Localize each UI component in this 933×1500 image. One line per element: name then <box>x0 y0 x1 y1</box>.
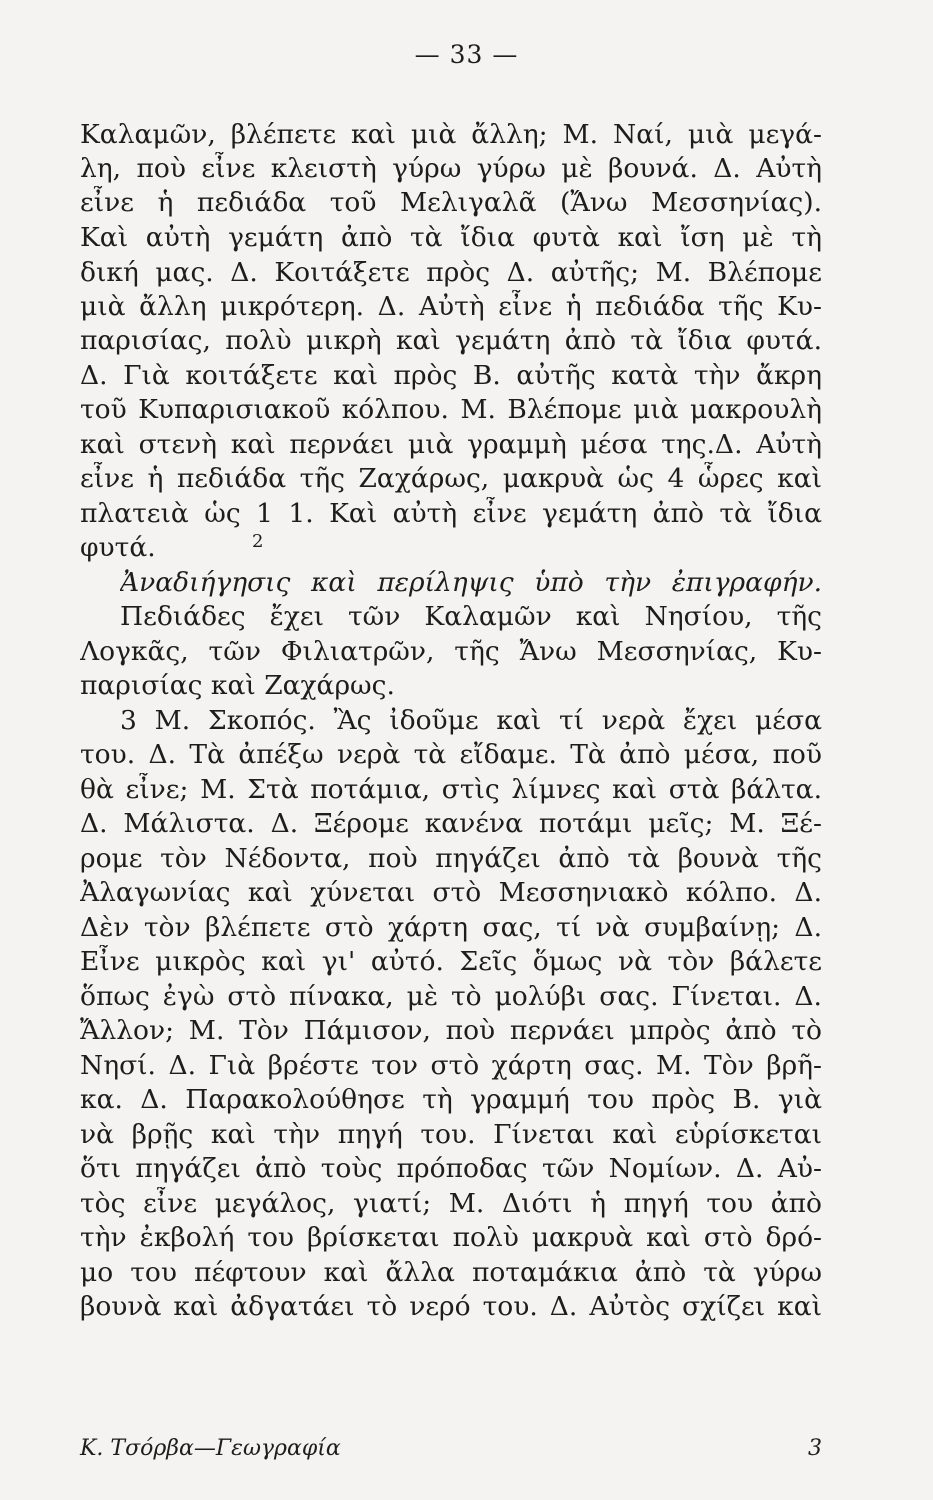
text-line: πλατειὰ ὡς 1 1. Καὶ αὐτὴ εἶνε γεμάτη ἀπὸ τὰ ἴδια <box>80 498 822 529</box>
text-line: Δ. Γιὰ κοιτάξετε καὶ πρὸς Β. αὐτῆς κατὰ τὴν ἄκρη <box>80 360 822 391</box>
text-line: Δ. Μάλιστα. Δ. Ξέρομε κανένα ποτάμι μεῖς; Μ. Ξέ- <box>80 808 822 839</box>
text-line: Πεδιάδες ἔχει τῶν Καλαμῶν καὶ Νησίου, τῆς <box>120 601 822 632</box>
text-line: θὰ εἶνε; Μ. Στὰ ποτάμια, στὶς λίμνες καὶ στὰ βάλτα. <box>80 774 822 805</box>
fraction-denominator: 2 <box>252 531 264 552</box>
text-line: καὶ στενὴ καὶ περνάει μιὰ γραμμὴ μέσα της.Δ. Αὐτὴ <box>80 429 822 460</box>
text-line: κα. Δ. Παρακολούθησε τὴ γραμμή του πρὸς Β. γιὰ <box>80 1084 822 1115</box>
text-line: παρισίας καὶ Ζαχάρως. <box>80 670 395 701</box>
text-line: Καλαμῶν, βλέπετε καὶ μιὰ ἄλλη; Μ. Ναί, μιὰ μεγά- <box>80 119 822 150</box>
text-line: Δὲν τὸν βλέπετε στὸ χάρτη σας, τί νὰ συμβαίνῃ; Δ. <box>80 912 822 943</box>
text-line: τὸς εἶνε μεγάλος, γιατί; Μ. Διότι ἡ πηγή του ἀπὸ <box>80 1188 822 1219</box>
text-line: Ἄλλον; Μ. Τὸν Πάμισον, ποὺ περνάει μπρὸς ἀπὸ τὸ <box>80 1015 822 1046</box>
page-number: — 33 — <box>414 40 519 69</box>
text-line: 3 Μ. Σκοπός. Ἂς ἰδοῦμε καὶ τί νερὰ ἔχει μέσα <box>120 705 822 736</box>
text-line: του. Δ. Τὰ ἀπέξω νερὰ τὰ εἴδαμε. Τὰ ἀπὸ μέσα, ποῦ <box>80 739 822 770</box>
text-line: ρομε τὸν Νέδοντα, ποὺ πηγάζει ἀπὸ τὰ βουνὰ τῆς <box>80 843 822 874</box>
page-footer <box>80 1432 822 1466</box>
text-line: δική μας. Δ. Κοιτάξετε πρὸς Δ. αὐτῆς; Μ. Βλέπομε <box>80 257 822 288</box>
text-line: φυτά. <box>80 532 156 563</box>
section-heading: Ἀναδιήγησις καὶ περίληψις ὑπὸ τὴν ἐπιγραφήν. <box>120 567 822 598</box>
text-line: βουνὰ καὶ ἀδγατάει τὸ νερό του. Δ. Αὐτὸς σχίζει καὶ <box>80 1291 822 1322</box>
text-line: Νησί. Δ. Γιὰ βρέστε τον στὸ χάρτη σας. Μ. Τὸν βρῆ- <box>80 1050 822 1081</box>
text-line: ὅτι πηγάζει ἀπὸ τοὺς πρόποδας τῶν Νομίων. Δ. Αὐ- <box>80 1153 822 1184</box>
text-line: Ἀλαγωνίας καὶ χύνεται στὸ Μεσσηνιακὸ κόλπο. Δ. <box>80 877 822 908</box>
text-line: λη, ποὺ εἶνε κλειστὴ γύρω γύρω μὲ βουνά. Δ. Αὐτὴ <box>80 153 822 184</box>
text-line: ὅπως ἐγὼ στὸ πίνακα, μὲ τὸ μολύβι σας. Γίνεται. Δ. <box>80 981 822 1012</box>
text-line: μιὰ ἄλλη μικρότερη. Δ. Αὐτὴ εἶνε ἡ πεδιάδα τῆς Κυ- <box>80 291 822 322</box>
text-line: εἶνε ἡ πεδιάδα τοῦ Μελιγαλᾶ (Ἄνω Μεσσηνίας). <box>80 187 822 218</box>
text-line: νὰ βρῇς καὶ τὴν πηγή του. Γίνεται καὶ εὑρίσκεται <box>80 1119 822 1150</box>
text-line: τὴν ἐκβολή του βρίσκεται πολὺ μακρυὰ καὶ στὸ δρό- <box>80 1222 822 1253</box>
text-line: Εἶνε μικρὸς καὶ γι' αὐτό. Σεῖς ὅμως νὰ τὸν βάλετε <box>80 946 822 977</box>
signature-mark: 3 <box>808 1436 822 1461</box>
text-line: τοῦ Κυπαρισιακοῦ κόλπου. Μ. Βλέπομε μιὰ μακρουλὴ <box>80 394 822 425</box>
text-line: Λογκᾶς, τῶν Φιλιατρῶν, τῆς Ἄνω Μεσσηνίας, Κυ- <box>80 636 822 667</box>
text-line: Καὶ αὐτὴ γεμάτη ἀπὸ τὰ ἴδια φυτὰ καὶ ἴση μὲ τὴ <box>80 222 822 253</box>
text-line: εἶνε ἡ πεδιάδα τῆς Ζαχάρως, μακρυὰ ὡς 4 ὧρες καὶ <box>80 463 822 494</box>
text-line: παρισίας, πολὺ μικρὴ καὶ γεμάτη ἀπὸ τὰ ἴδια φυτά. <box>80 325 822 356</box>
text-line: μο του πέφτουν καὶ ἄλλα ποταμάκια ἀπὸ τὰ γύρω <box>80 1257 822 1288</box>
footer-author-title: Κ. Τσόρβα—Γεωγραφία <box>80 1436 341 1461</box>
